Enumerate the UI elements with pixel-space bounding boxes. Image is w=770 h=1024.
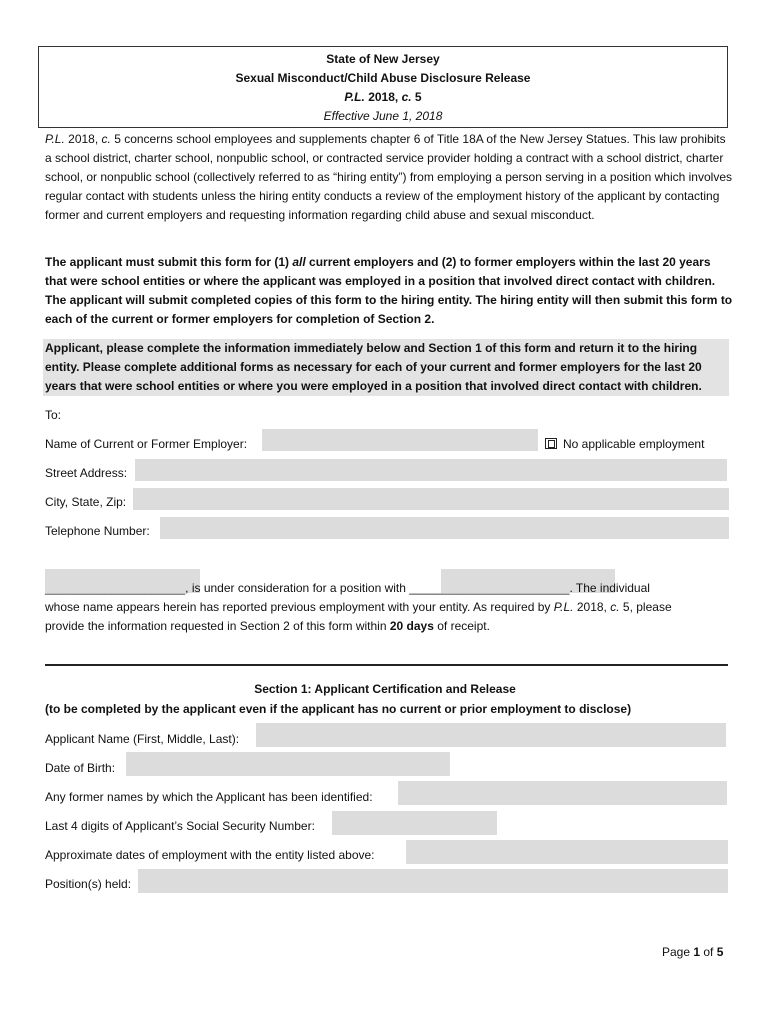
submission-all: all xyxy=(292,255,306,269)
street-field[interactable] xyxy=(135,459,727,481)
positions-field[interactable] xyxy=(138,869,728,893)
law-citation xyxy=(39,90,727,104)
consideration-end: . The individual xyxy=(569,581,650,595)
positions-label: Position(s) held: xyxy=(45,877,132,891)
no-employment-checkbox[interactable] xyxy=(545,438,557,449)
city-field[interactable] xyxy=(133,488,729,510)
effective-date: Effective June 1, 2018 xyxy=(323,109,443,123)
to-label: To: xyxy=(45,408,62,422)
consideration-line1 xyxy=(45,580,650,596)
submission-part1: The applicant must submit this form for (1) xyxy=(45,255,293,269)
former-names-label: Any former names by which the Applicant has been identified: xyxy=(45,790,373,804)
phone-label: Telephone Number: xyxy=(45,524,150,538)
phone-field[interactable] xyxy=(160,517,729,539)
intro-year: 2018, xyxy=(64,132,102,146)
consideration-line3-b: of receipt. xyxy=(433,619,490,633)
intro-paragraph xyxy=(45,130,735,225)
dob-field[interactable] xyxy=(126,752,450,776)
consideration-year: 2018, xyxy=(573,600,611,614)
dates-label: Approximate dates of employment with the entity listed above: xyxy=(45,848,375,862)
consideration-line2-a: whose name appears herein has reported previous employment with your entity. As required by xyxy=(45,600,554,614)
instruction-box: Applicant, please complete the information immediately below and Section 1 of this form and return it to the hiring entity. Please complete additional forms as necessary for each of your current and former employers for the last 20 years that were school entities or where you were employed in a position that involved direct contact with children. xyxy=(43,339,729,396)
page-word: Page xyxy=(662,945,694,959)
employer-name-label: Name of Current or Former Employer: xyxy=(45,437,248,451)
position-blank: ________________________ xyxy=(409,581,570,595)
page-of: of xyxy=(700,945,717,959)
consideration-pl: P.L. xyxy=(553,600,574,614)
dob-label: Date of Birth: xyxy=(45,761,116,775)
intro-c: c. xyxy=(101,132,111,146)
former-names-field[interactable] xyxy=(398,781,727,805)
consideration-line2 xyxy=(45,599,672,615)
applicant-name-field[interactable] xyxy=(256,723,726,747)
intro-pl: P.L. xyxy=(45,132,65,146)
section-divider xyxy=(45,664,728,666)
law-year: 2018, xyxy=(364,90,402,104)
no-employment-label: No applicable employment xyxy=(563,437,705,451)
form-title: Sexual Misconduct/Child Abuse Disclosure Release xyxy=(235,71,531,85)
section1-subtitle: (to be completed by the applicant even if the applicant has no current or prior employment to disclose) xyxy=(45,702,632,716)
ssn-field[interactable] xyxy=(332,811,497,835)
applicant-name-blank: _____________________ xyxy=(45,581,186,595)
law-pl: P.L. xyxy=(344,90,365,104)
days-emphasis: 20 days xyxy=(389,619,434,633)
applicant-name-label: Applicant Name (First, Middle, Last): xyxy=(45,732,240,746)
employer-name-field[interactable] xyxy=(262,429,538,451)
law-num: 5 xyxy=(411,90,422,104)
city-label: City, State, Zip: xyxy=(45,495,127,509)
header-box xyxy=(38,46,728,128)
consideration-c: c. xyxy=(610,600,620,614)
consideration-line2-b: 5, please xyxy=(619,600,672,614)
law-c: c. xyxy=(401,90,412,104)
consideration-line3-a: provide the information requested in Section 2 of this form within xyxy=(45,619,390,633)
consideration-line3 xyxy=(45,618,490,634)
page-current: 1 xyxy=(693,945,701,959)
state-heading: State of New Jersey xyxy=(326,52,440,66)
ssn-label: Last 4 digits of Applicant’s Social Security Number: xyxy=(45,819,315,833)
submission-paragraph xyxy=(45,253,735,329)
consideration-mid: , is under consideration for a position with xyxy=(185,581,410,595)
page-number xyxy=(662,944,723,960)
page-total: 5 xyxy=(716,945,724,959)
street-label: Street Address: xyxy=(45,466,128,480)
submission-part2: current employers and (2) to former employers within the last 20 years that were school entities or where the applicant was employed in a position that involved direct contact with children. The applicant will submit completed copies of this form to the hiring entity. The hiring entity will then submit this form to each of the current or former employers for completion of Section 2. xyxy=(45,255,733,326)
section1-title: Section 1: Applicant Certification and Release xyxy=(254,682,516,696)
dates-field[interactable] xyxy=(406,840,728,864)
intro-text: 5 concerns school employees and supplements chapter 6 of Title 18A of the New Jersey Statues. This law prohibits a school district, charter school, nonpublic school, or contracted service provider holding a contract with a school district, charter school, or nonpublic school (collectively referred to as “hiring entity”) from employing a person serving in a position which involves regular contact with students unless the hiring entity conducts a review of the employment history of the applicant by contacting former and current employers and requesting information regarding child abuse and sexual misconduct. xyxy=(45,132,732,222)
